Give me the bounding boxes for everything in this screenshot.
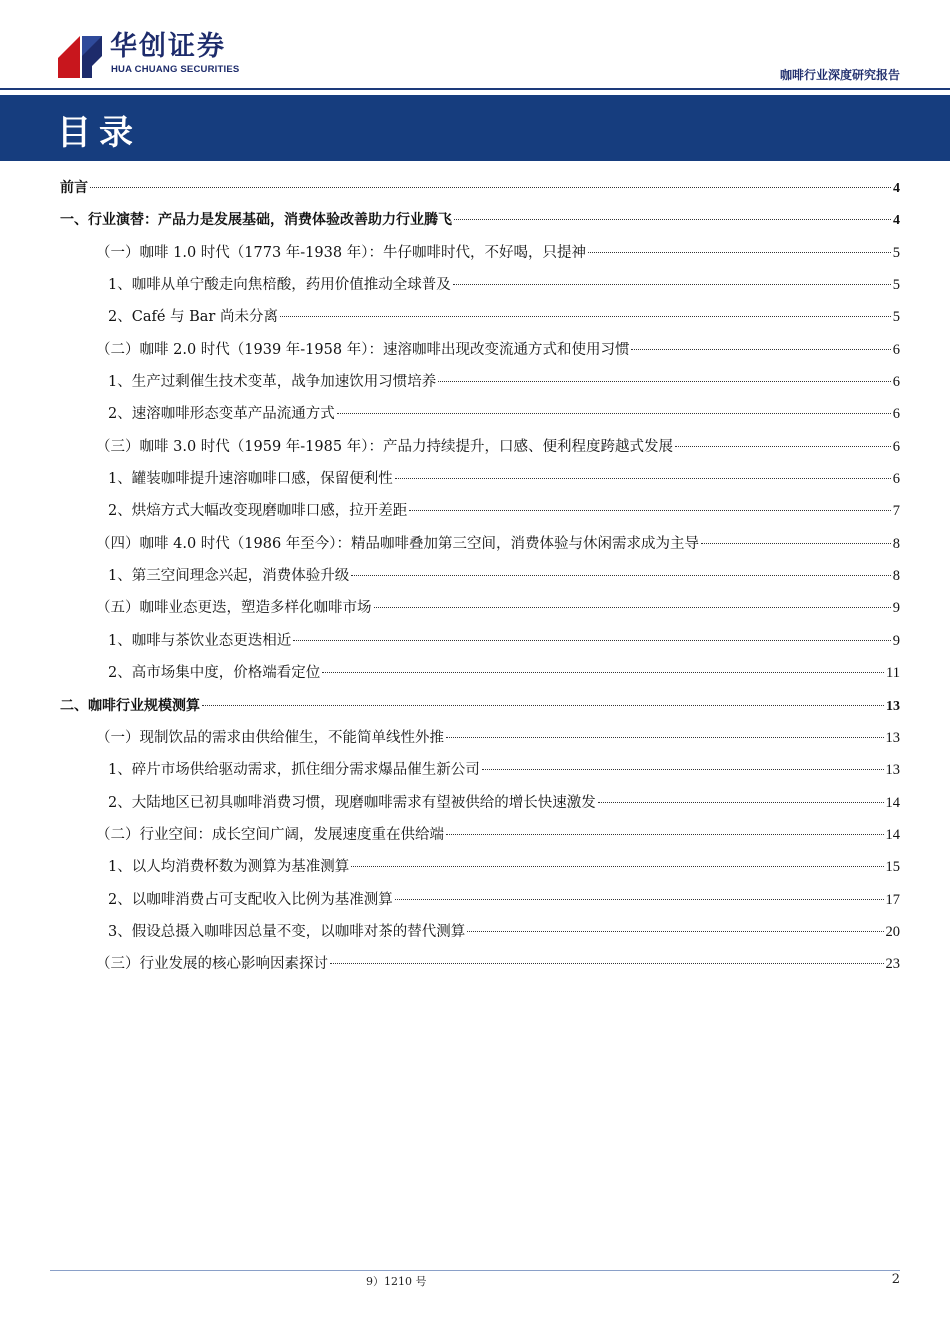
toc-entry-title: （一）咖啡 1.0 时代（1773 年-1938 年）：牛仔咖啡时代，不好喝，只提神 (96, 244, 586, 261)
toc-entry[interactable] (60, 595, 900, 627)
toc-entry[interactable] (60, 628, 900, 660)
toc-entry[interactable] (60, 175, 900, 207)
toc-entry-page: 4 (893, 181, 900, 196)
toc-entry[interactable] (60, 563, 900, 595)
toc-entry-title: 1、咖啡从单宁酸走向焦棓酸，药用价值推动全球普及 (108, 277, 451, 294)
toc-dot-leader (374, 607, 891, 608)
toc-entry[interactable] (60, 207, 900, 239)
toc-entry[interactable] (60, 854, 900, 886)
toc-dot-leader (322, 672, 884, 673)
table-of-contents (60, 175, 900, 984)
toc-dot-leader (438, 381, 891, 382)
toc-entry-page: 6 (892, 341, 900, 358)
toc-entry[interactable] (60, 466, 900, 498)
toc-entry-page: 13 (885, 762, 900, 779)
toc-entry[interactable] (60, 725, 900, 757)
toc-entry-title: （四）咖啡 4.0 时代（1986 年至今）：精品咖啡叠加第三空间，消费体验与休闲需求成为主导 (96, 535, 700, 552)
toc-entry-page: 5 (892, 309, 900, 326)
toc-dot-leader (202, 705, 884, 706)
header-divider (0, 88, 950, 90)
toc-entry-page: 6 (892, 406, 900, 423)
toc-entry[interactable] (60, 660, 900, 692)
toc-entry[interactable] (60, 919, 900, 951)
footer-divider (50, 1270, 900, 1271)
toc-dot-leader (330, 963, 884, 964)
toc-entry-title: 2、速溶咖啡形态变革产品流通方式 (108, 406, 335, 423)
toc-dot-leader (351, 866, 883, 867)
toc-entry-title: 1、咖啡与茶饮业态更迭相近 (108, 632, 292, 649)
toc-entry-page: 9 (892, 600, 900, 617)
toc-entry-title: 前言 (60, 180, 88, 196)
toc-dot-leader (675, 446, 891, 447)
toc-entry[interactable] (60, 531, 900, 563)
toc-entry-title: 2、高市场集中度，价格端看定位 (108, 665, 321, 682)
toc-dot-leader (395, 899, 884, 900)
toc-entry-title: （二）咖啡 2.0 时代（1939 年-1958 年）：速溶咖啡出现改变流通方式和使用习惯 (96, 341, 630, 358)
toc-dot-leader (453, 284, 891, 285)
toc-entry-page: 14 (885, 794, 900, 811)
toc-dot-leader (280, 316, 891, 317)
toc-entry-page: 5 (892, 277, 900, 294)
toc-entry-page: 4 (893, 213, 900, 229)
toc-entry-page: 15 (885, 859, 900, 876)
toc-dot-leader (454, 219, 891, 220)
toc-entry-title: 二、咖啡行业规模测算 (60, 697, 200, 714)
toc-entry-title: 一、行业演替：产品力是发展基础，消费体验改善助力行业腾飞 (60, 212, 452, 229)
toc-dot-leader (395, 478, 891, 479)
logo-chinese-name: 华创证券 (110, 31, 226, 62)
toc-entry-page: 11 (886, 665, 900, 682)
toc-entry[interactable] (60, 337, 900, 369)
toc-entry[interactable] (60, 304, 900, 336)
page-number: 2 (891, 1272, 900, 1287)
toc-dot-leader (351, 575, 891, 576)
toc-entry-title: （三）咖啡 3.0 时代（1959 年-1985 年）：产品力持续提升，口感、便利程度跨越式发展 (96, 438, 673, 455)
footer-license-text: 9）1210 号 (366, 1275, 427, 1288)
toc-dot-leader (337, 413, 891, 414)
toc-entry-page: 20 (885, 923, 900, 940)
toc-entry[interactable] (60, 369, 900, 401)
toc-dot-leader (701, 543, 891, 544)
toc-entry-page: 13 (885, 729, 900, 746)
toc-entry[interactable] (60, 240, 900, 272)
report-type-label: 咖啡行业深度研究报告 (779, 68, 900, 82)
toc-entry-page: 8 (892, 535, 900, 552)
logo-english-name: HUA CHUANG SECURITIES (111, 64, 240, 75)
toc-entry-title: （二）行业空间：成长空间广阔，发展速度重在供给端 (96, 826, 444, 843)
toc-entry-title: 1、第三空间理念兴起，消费体验升级 (108, 568, 350, 585)
toc-entry-page: 5 (892, 244, 900, 261)
toc-entry[interactable] (60, 272, 900, 304)
toc-entry[interactable] (60, 790, 900, 822)
toc-entry[interactable] (60, 887, 900, 919)
toc-entry-page: 23 (885, 956, 900, 973)
toc-dot-leader (598, 802, 884, 803)
logo-mark-icon (58, 32, 104, 78)
toc-entry-page: 7 (892, 503, 900, 520)
toc-entry-page: 9 (892, 632, 900, 649)
toc-entry-page: 17 (885, 891, 900, 908)
toc-dot-leader (446, 737, 884, 738)
toc-entry-title: （五）咖啡业态更迭，塑造多样化咖啡市场 (96, 600, 372, 617)
toc-entry-title: （三）行业发展的核心影响因素探讨 (96, 956, 328, 973)
toc-entry[interactable] (60, 498, 900, 530)
toc-entry-title: 3、假设总摄入咖啡因总量不变，以咖啡对茶的替代测算 (108, 923, 466, 940)
toc-entry-page: 6 (892, 471, 900, 488)
title-band (0, 95, 950, 161)
toc-dot-leader (482, 769, 884, 770)
toc-entry[interactable] (60, 693, 900, 725)
toc-dot-leader (467, 931, 883, 932)
company-logo (58, 30, 248, 80)
toc-entry-title: 1、碎片市场供给驱动需求，抓住细分需求爆品催生新公司 (108, 762, 480, 779)
toc-dot-leader (446, 834, 884, 835)
toc-entry-page: 6 (892, 438, 900, 455)
toc-entry-title: 2、大陆地区已初具咖啡消费习惯，现磨咖啡需求有望被供给的增长快速激发 (108, 794, 596, 811)
toc-dot-leader (409, 510, 891, 511)
toc-entry-title: 1、罐装咖啡提升速溶咖啡口感，保留便利性 (108, 471, 393, 488)
toc-entry[interactable] (60, 951, 900, 983)
toc-entry-page: 13 (886, 698, 900, 714)
toc-entry[interactable] (60, 822, 900, 854)
page-title: 目录 (57, 113, 141, 153)
toc-entry-title: 2、烘焙方式大幅改变现磨咖啡口感，拉开差距 (108, 503, 408, 520)
toc-entry[interactable] (60, 757, 900, 789)
toc-entry[interactable] (60, 434, 900, 466)
toc-entry-title: 2、以咖啡消费占可支配收入比例为基准测算 (108, 891, 393, 908)
toc-entry-page: 8 (892, 568, 900, 585)
toc-entry-page: 6 (892, 374, 900, 391)
toc-dot-leader (293, 640, 891, 641)
toc-entry-title: 1、以人均消费杯数为测算为基准测算 (108, 859, 350, 876)
toc-dot-leader (631, 349, 890, 350)
toc-entry-title: 2、Café 与 Bar 尚未分离 (108, 309, 278, 326)
toc-entry-page: 14 (885, 826, 900, 843)
toc-dot-leader (90, 187, 891, 188)
toc-entry[interactable] (60, 401, 900, 433)
toc-dot-leader (588, 252, 891, 253)
toc-entry-title: 1、生产过剩催生技术变革，战争加速饮用习惯培养 (108, 374, 437, 391)
toc-entry-title: （一）现制饮品的需求由供给催生，不能简单线性外推 (96, 729, 444, 746)
